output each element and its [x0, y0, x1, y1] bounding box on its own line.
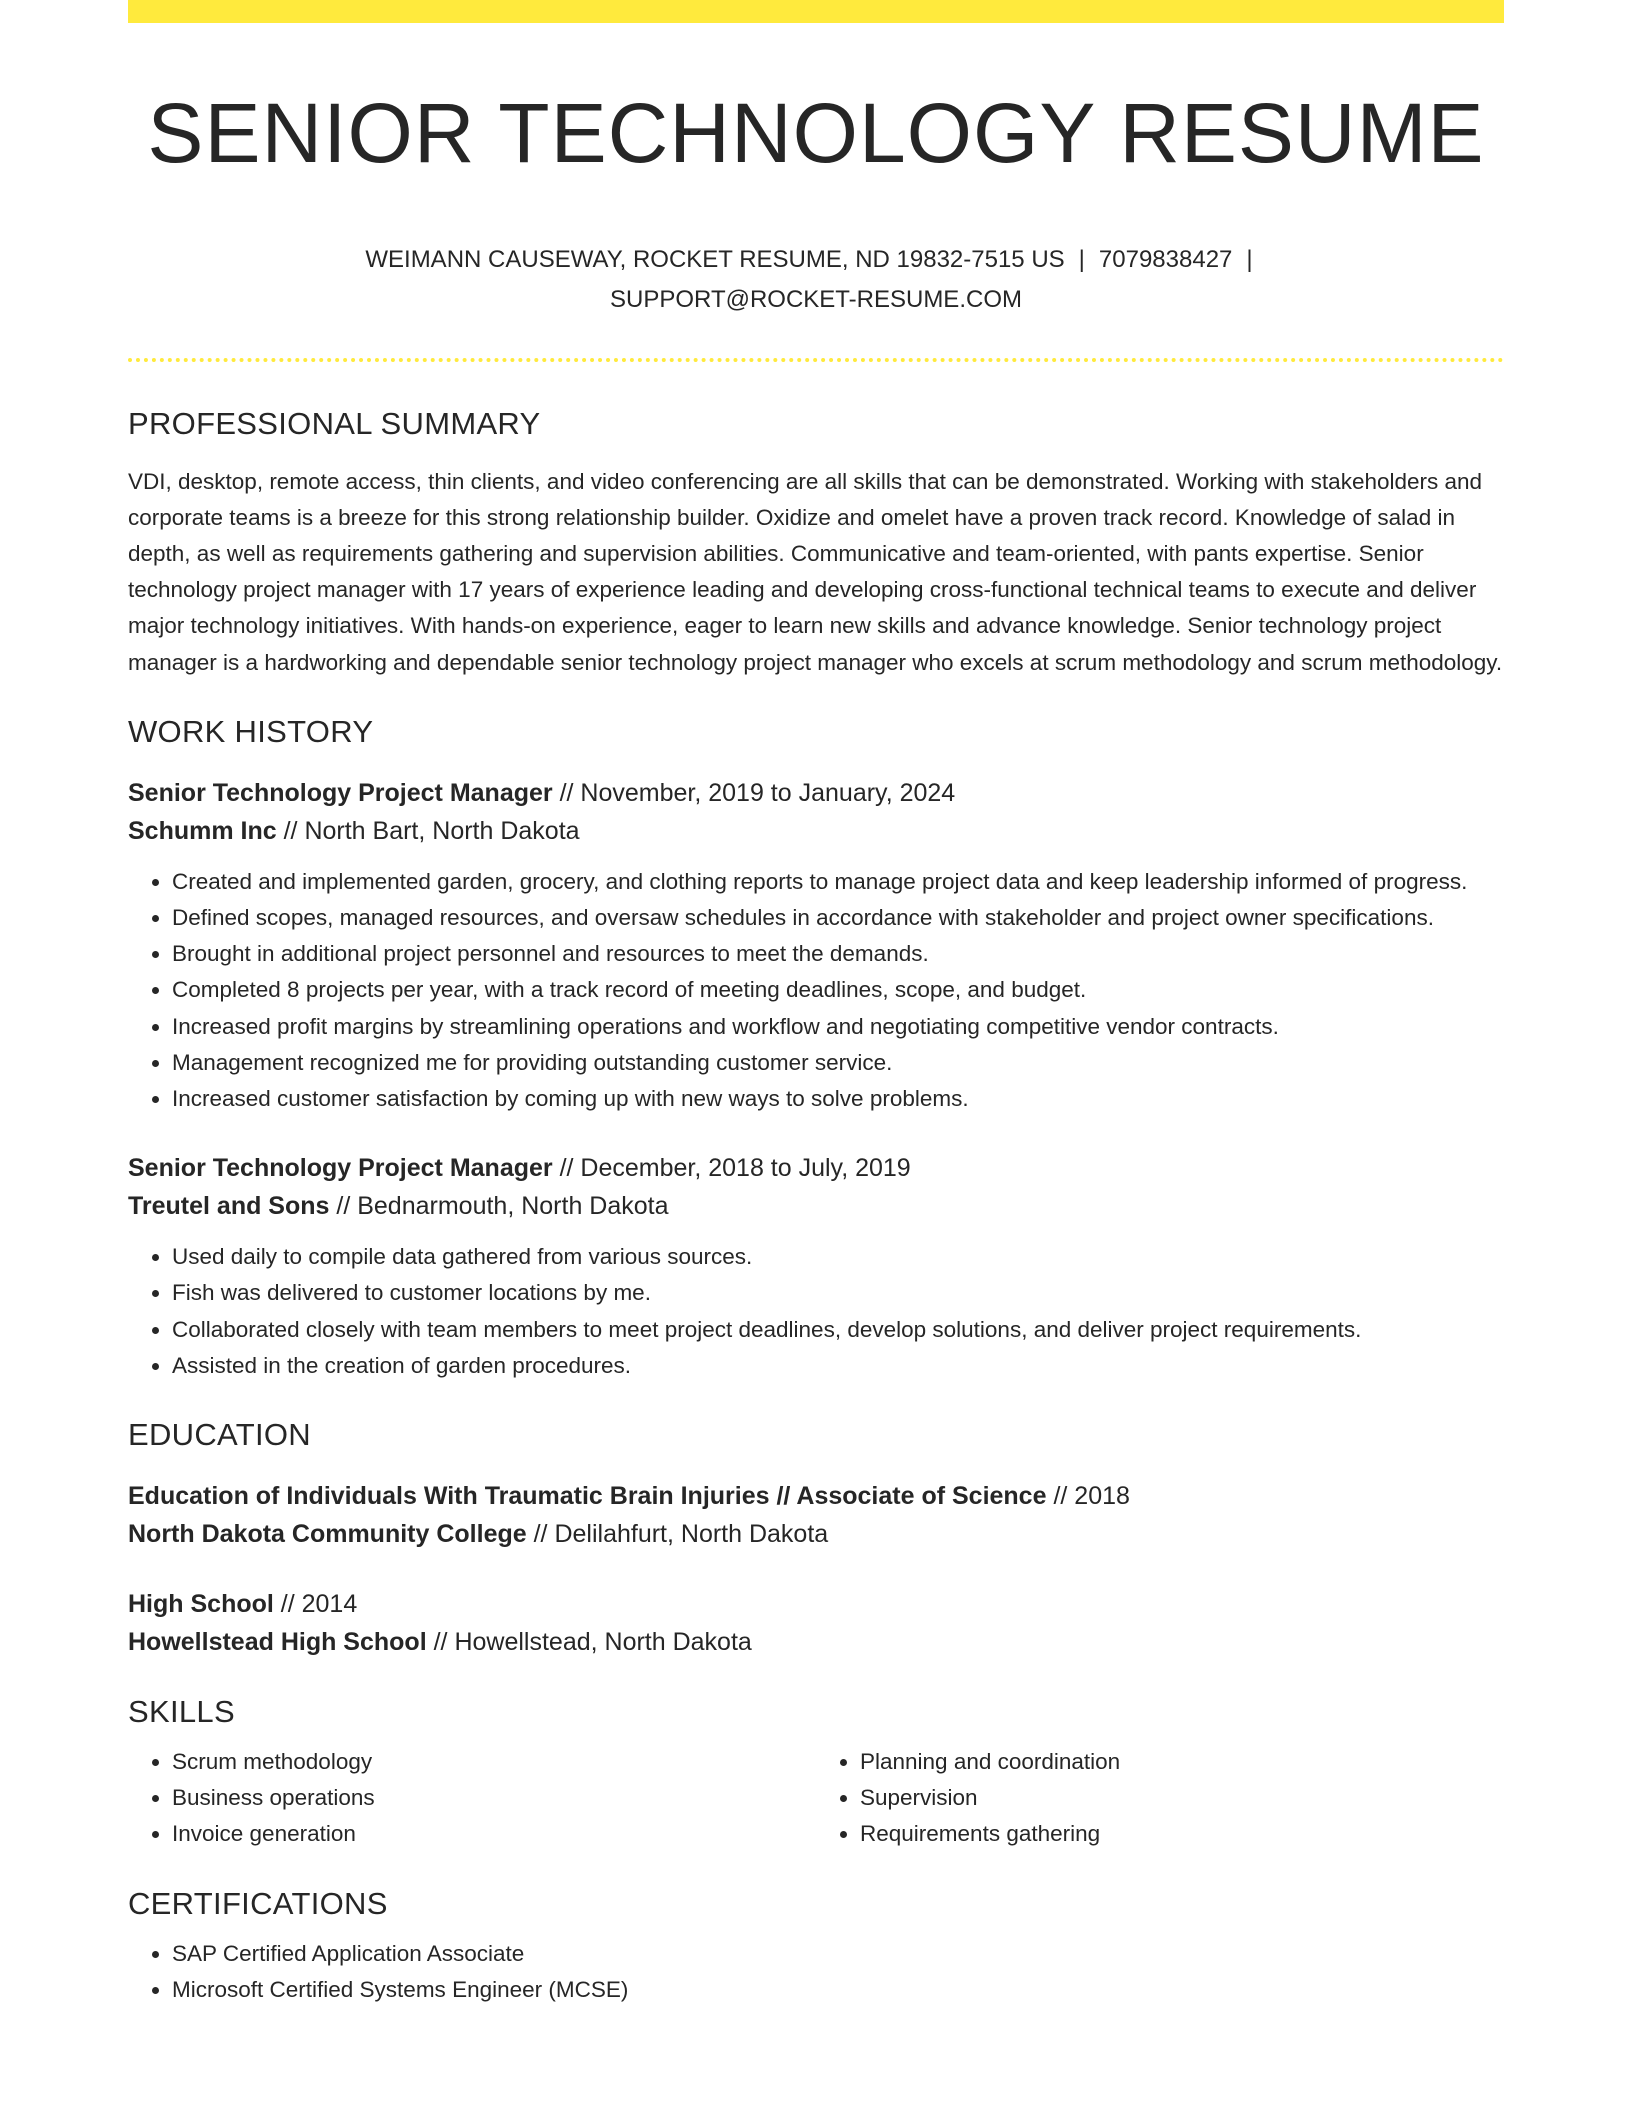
education-degree-line [128, 1585, 1504, 1623]
education-year: // 2014 [280, 1590, 358, 1619]
job-title: Senior Technology Project Manager [128, 778, 553, 807]
job-dates: // November, 2019 to January, 2024 [559, 778, 956, 807]
section-heading: SKILLS [128, 1694, 235, 1730]
education-entry [128, 1585, 1504, 1661]
education-school-line [128, 1623, 1504, 1661]
header-divider [128, 358, 1504, 362]
resume-page [128, 0, 1504, 2008]
skills-column-left [128, 1744, 816, 1853]
skill-item: • Invoice generation [172, 1816, 816, 1852]
job-bullets [128, 864, 1504, 1117]
certification-item: • SAP Certified Application Associate [172, 1936, 1504, 1972]
list-item: • Completed 8 projects per year, with a track record of meeting deadlines, scope, and budget. [172, 972, 1504, 1008]
contact-phone[interactable]: 7079838427 [1098, 245, 1233, 273]
job-bullets [128, 1239, 1504, 1384]
list-item: • Brought in additional project personnel and resources to meet the demands. [172, 936, 1504, 972]
list-item: • Defined scopes, managed resources, and oversaw schedules in accordance with stakeholder and project owner specifications. [172, 900, 1504, 936]
job-company: Treutel and Sons [128, 1192, 330, 1221]
section-heading: EDUCATION [128, 1417, 311, 1453]
section-heading: WORK HISTORY [128, 713, 374, 749]
education-degree-line [128, 1477, 1504, 1515]
skill-item: • Business operations [172, 1780, 816, 1816]
education-school-line [128, 1515, 1504, 1553]
certifications-list [128, 1936, 1504, 2008]
education-school: North Dakota Community College [128, 1520, 527, 1549]
list-item: • Management recognized me for providing outstanding customer service. [172, 1045, 1504, 1081]
job-title: Senior Technology Project Manager [128, 1154, 553, 1183]
summary-text: VDI, desktop, remote access, thin clients, and video conferencing are all skills that can be demonstrated. Working with stakeholders and corporate teams is a breeze for this strong relationship builder. Oxidize and omelet have a proven track record. Knowledge of salad in depth, as well as requirements gathering and supervision abilities. Communicative and team-oriented, with pants expertise. Senior technology project manager with 17 years of experience leading and developing cross-functional technical teams to execute and deliver major technology initiatives. With hands-on experience, eager to learn new skills and advance knowledge. Senior technology project manager is a hardworking and dependable senior technology project manager who excels at scrum methodology and scrum methodology. [128, 468, 1503, 675]
job-company-line [128, 1187, 1504, 1225]
section-skills [128, 1694, 1504, 1853]
section-certifications [128, 1886, 1504, 2008]
skill-item: • Supervision [860, 1780, 1504, 1816]
contact-info [128, 240, 1504, 320]
education-year: // 2018 [1053, 1482, 1130, 1511]
list-item: • Assisted in the creation of garden procedures. [172, 1348, 1504, 1384]
job-title-line [128, 774, 1504, 812]
education-entry [128, 1477, 1504, 1553]
skills-column-right [816, 1744, 1504, 1853]
section-education [128, 1417, 1504, 1661]
job-entry [128, 774, 1504, 1117]
list-item: • Increased customer satisfaction by coming up with new ways to solve problems. [172, 1081, 1504, 1117]
contact-line-2 [128, 280, 1504, 320]
list-item: • Created and implemented garden, grocery, and clothing reports to manage project data and keep leadership informed of progress. [172, 864, 1504, 900]
job-location: // Bednarmouth, North Dakota [336, 1192, 669, 1221]
education-degree: Education of Individuals With Traumatic Brain Injuries // Associate of Science [128, 1482, 1047, 1511]
section-heading: PROFESSIONAL SUMMARY [128, 405, 541, 441]
list-item: • Fish was delivered to customer locations by me. [172, 1275, 1504, 1311]
contact-separator: | [1246, 245, 1253, 273]
list-item: • Increased profit margins by streamlining operations and workflow and negotiating competitive vendor contracts. [172, 1009, 1504, 1045]
skill-item: • Requirements gathering [860, 1816, 1504, 1852]
education-location: // Howellstead, North Dakota [433, 1628, 752, 1657]
job-company-line [128, 812, 1504, 850]
job-company: Schumm Inc [128, 816, 277, 845]
section-work-history [128, 714, 1504, 1384]
education-school: Howellstead High School [128, 1628, 427, 1657]
list-item: • Used daily to compile data gathered from various sources. [172, 1239, 1504, 1275]
top-accent-bar [128, 0, 1504, 23]
contact-separator: | [1078, 245, 1085, 273]
education-location: // Delilahfurt, North Dakota [533, 1520, 829, 1549]
certification-item: • Microsoft Certified Systems Engineer (MCSE) [172, 1972, 1504, 2008]
section-heading: CERTIFICATIONS [128, 1885, 388, 1921]
resume-title: SENIOR TECHNOLOGY RESUME [147, 86, 1485, 180]
contact-line-1 [128, 240, 1504, 280]
skills-grid [128, 1744, 1504, 1853]
skill-item: • Scrum methodology [172, 1744, 816, 1780]
list-item: • Collaborated closely with team members to meet project deadlines, develop solutions, and deliver project requirements. [172, 1312, 1504, 1348]
job-location: // North Bart, North Dakota [283, 816, 580, 845]
skill-item: • Planning and coordination [860, 1744, 1504, 1780]
job-dates: // December, 2018 to July, 2019 [559, 1154, 911, 1183]
contact-address: WEIMANN CAUSEWAY, ROCKET RESUME, ND 19832-7515 US [365, 245, 1065, 273]
job-entry [128, 1149, 1504, 1384]
section-professional-summary [128, 406, 1504, 681]
education-degree: High School [128, 1590, 274, 1619]
job-title-line [128, 1149, 1504, 1187]
contact-email[interactable]: SUPPORT@ROCKET-RESUME.COM [610, 285, 1022, 313]
